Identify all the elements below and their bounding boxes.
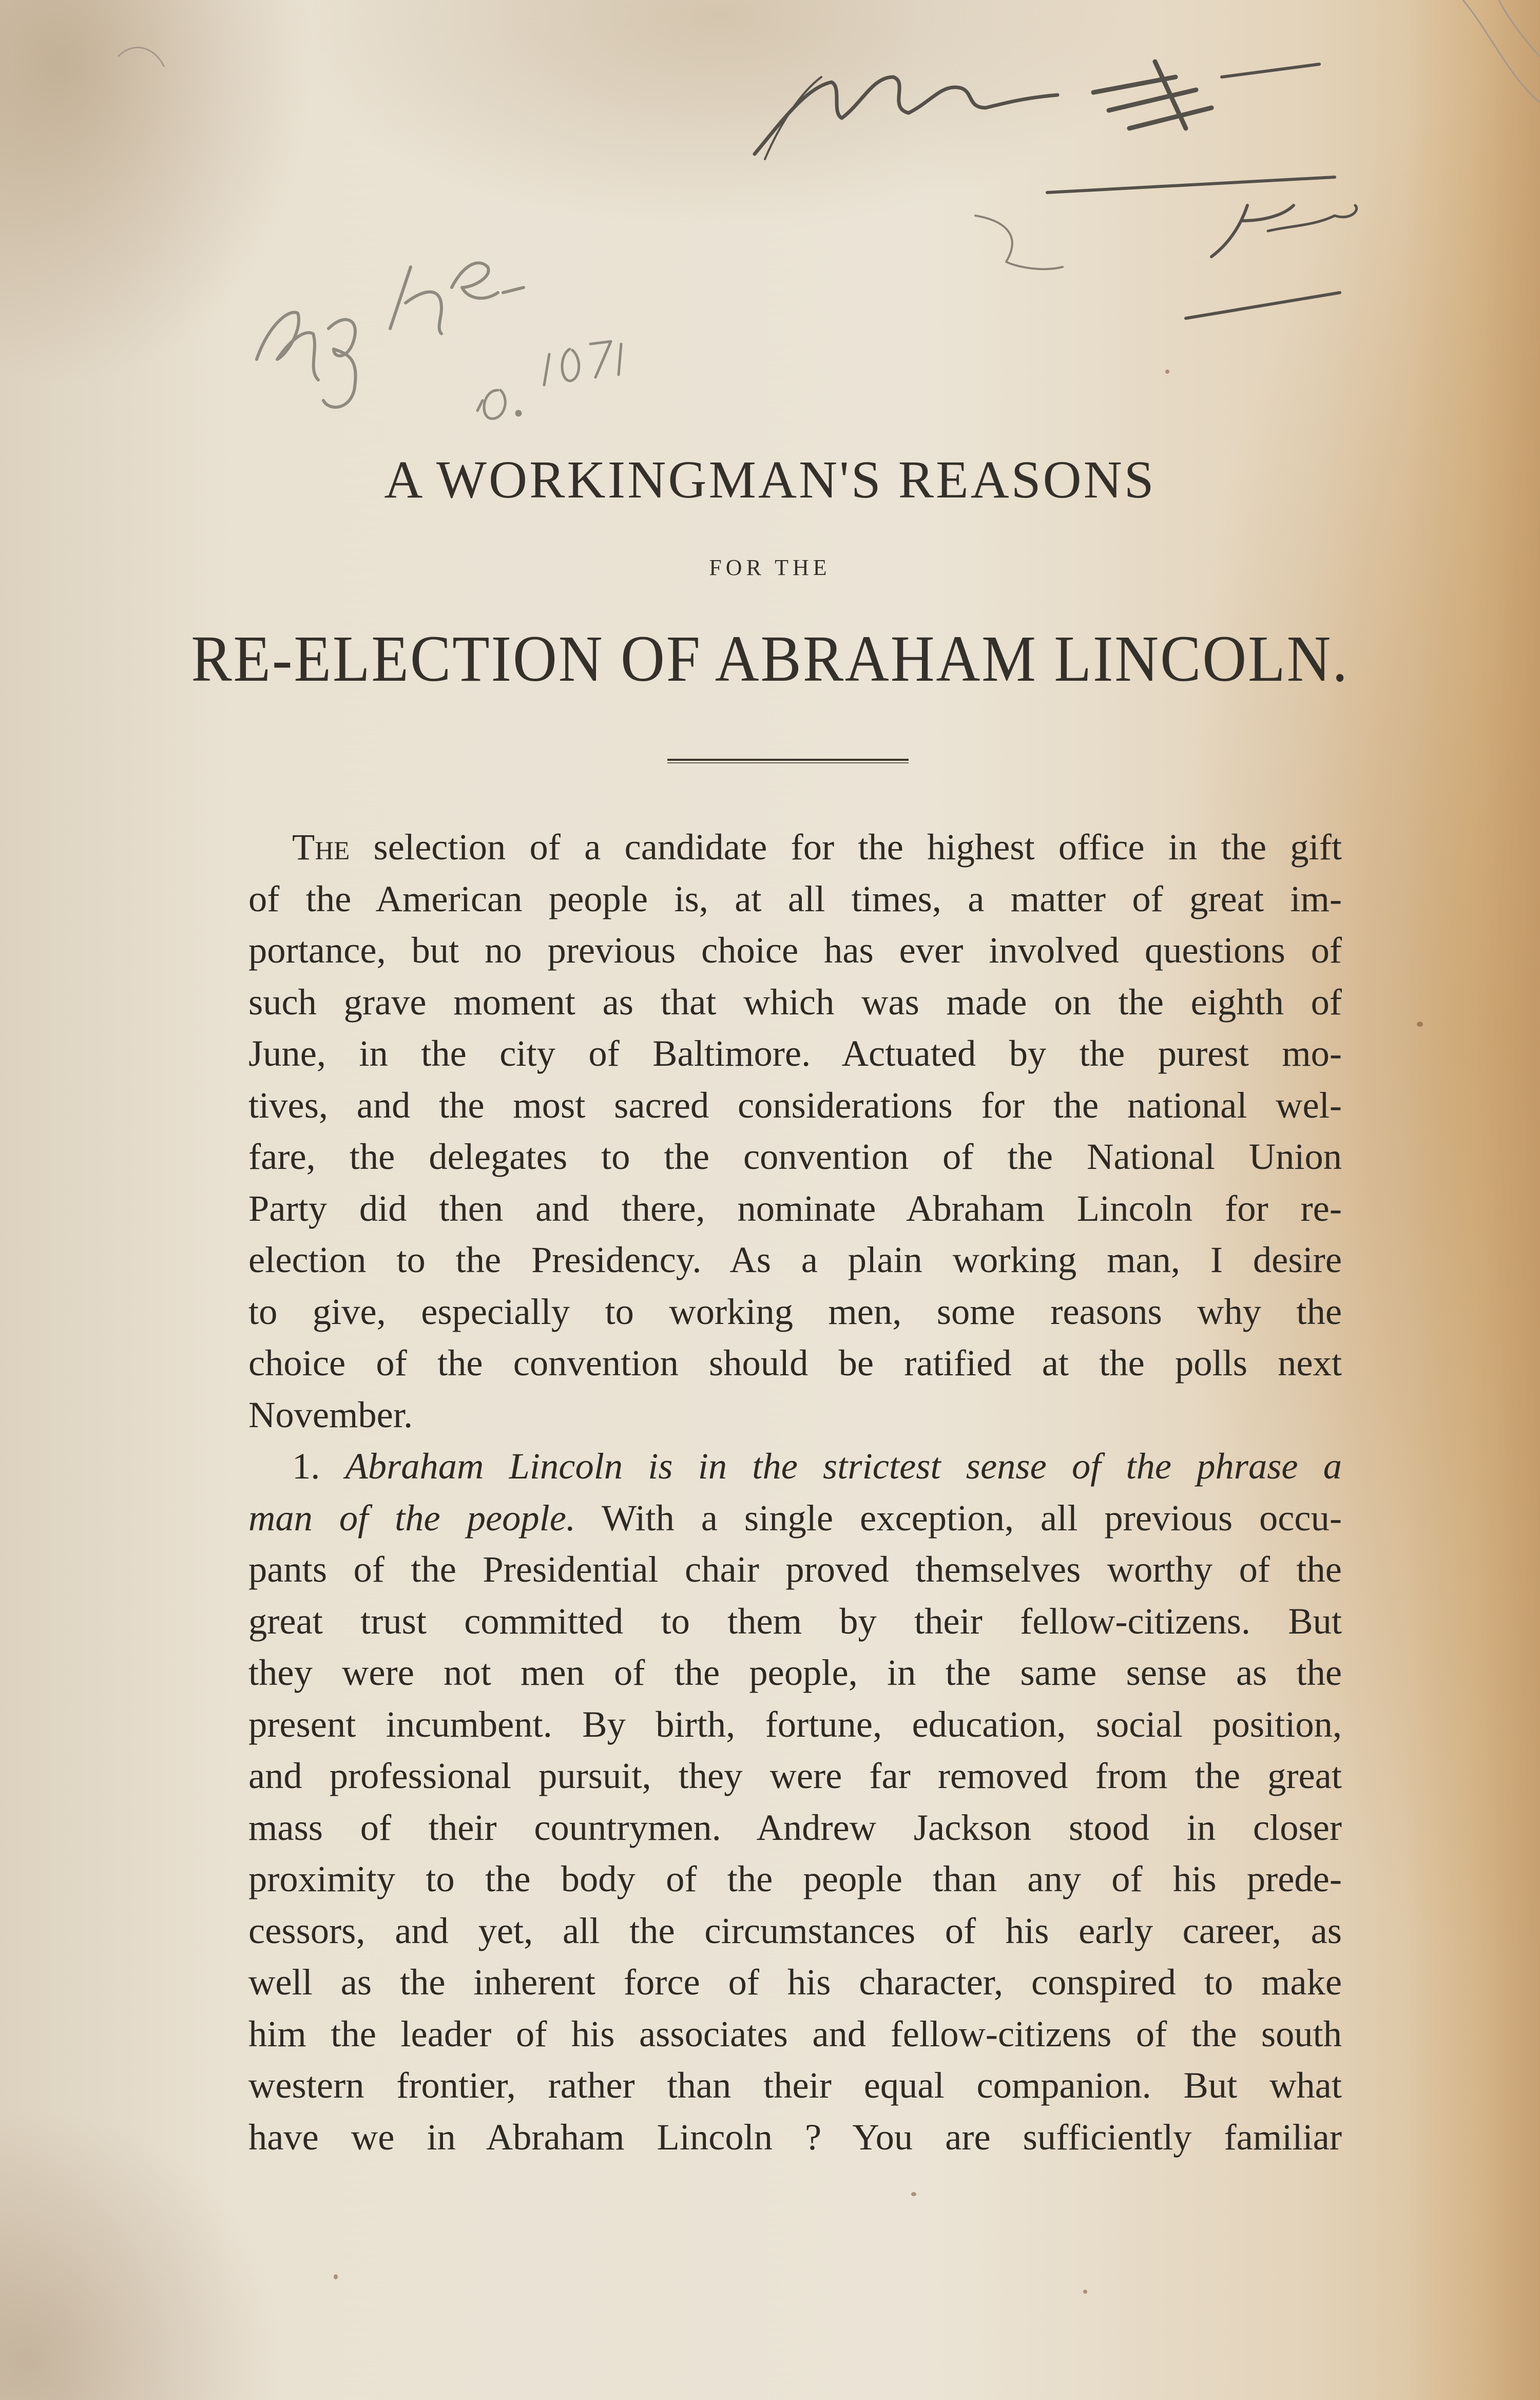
paragraph-1-line: to give, especially to working men, some reasons why the (248, 1290, 1342, 1332)
paragraph-2-line: 1. Abraham Lincoln is in the strictest sense of the phrase a (292, 1445, 1342, 1487)
pencil-price-mark (755, 62, 1357, 318)
paragraph-1-line: The selection of a candidate for the highest office in the gift (292, 826, 1342, 868)
paragraph-2-line: they were not men of the people, in the same sense as the (248, 1652, 1342, 1693)
paragraph-2-line: mass of their countrymen. Andrew Jackson stood in closer (248, 1806, 1342, 1848)
paragraph-1-line: choice of the convention should be ratified at the polls next (248, 1342, 1342, 1384)
paragraph-2-line: man of the people. With a single exception, all previous occu- (248, 1496, 1342, 1539)
paragraph-1-line: Party did then and there, nominate Abraham Lincoln for re- (248, 1187, 1342, 1229)
pencil-left-note (257, 263, 524, 407)
body-text (248, 821, 1342, 2163)
paragraph-1-line: June, in the city of Baltimore. Actuated by the purest mo- (248, 1032, 1342, 1074)
paragraph-2-line: him the leader of his associates and fellow-citizens of the south (248, 2012, 1342, 2055)
paragraph-2-line: pants of the Presidential chair proved themselves worthy of the (248, 1548, 1342, 1590)
list-number: 1. (292, 1445, 320, 1487)
paragraph-2-line: proximity to the body of the people than any of his prede- (248, 1858, 1342, 1899)
paragraph-2-line: western frontier, rather than their equal companion. But what (248, 2064, 1342, 2106)
foxing-spot (334, 2274, 338, 2279)
title-line-1: A WORKINGMAN'S REASONS (384, 450, 1156, 509)
paragraph-1-line: portance, but no previous choice has ever involved questions of (248, 929, 1342, 971)
foxing-spot (1083, 2290, 1087, 2294)
paragraph-1-line: such grave moment as that which was made on the eighth of (248, 981, 1342, 1023)
paragraph-1-line: tives, and the most sacred considerations for the national wel- (248, 1084, 1342, 1126)
title-divider-rule (667, 759, 909, 763)
foxing-spot (911, 2192, 916, 2196)
title-line-2: FOR THE (709, 555, 831, 580)
title-line-3: RE-ELECTION OF ABRAHAM LINCOLN. (191, 622, 1349, 695)
paragraph-1-line: fare, the delegates to the convention of the National Union (248, 1136, 1342, 1177)
paragraph-2-line: have we in Abraham Lincoln ? You are sufficiently familiar (248, 2116, 1342, 2158)
paragraph-2-line: well as the inherent force of his character, conspired to make (248, 1961, 1342, 2003)
dropcap-word: The (292, 826, 350, 868)
pencil-catalog-number (477, 341, 621, 418)
foxing-spot (1417, 1022, 1423, 1027)
paragraph-2-line: present incumbent. By birth, fortune, education, social position, (248, 1703, 1342, 1745)
paragraph-2-line: cessors, and yet, all the circumstances of his early career, as (248, 1909, 1342, 1951)
paragraph-2-line: great trust committed to them by their fellow-citizens. But (248, 1600, 1342, 1642)
paragraph-1-line: November. (248, 1393, 413, 1435)
paragraph-2-line: and professional pursuit, they were far removed from the great (248, 1755, 1342, 1796)
paragraph-1-line: election to the Presidency. As a plain working man, I desire (248, 1239, 1342, 1280)
corner-scuff (118, 0, 1540, 103)
paragraph-1-line: of the American people is, at all times, a matter of great im- (248, 877, 1342, 919)
